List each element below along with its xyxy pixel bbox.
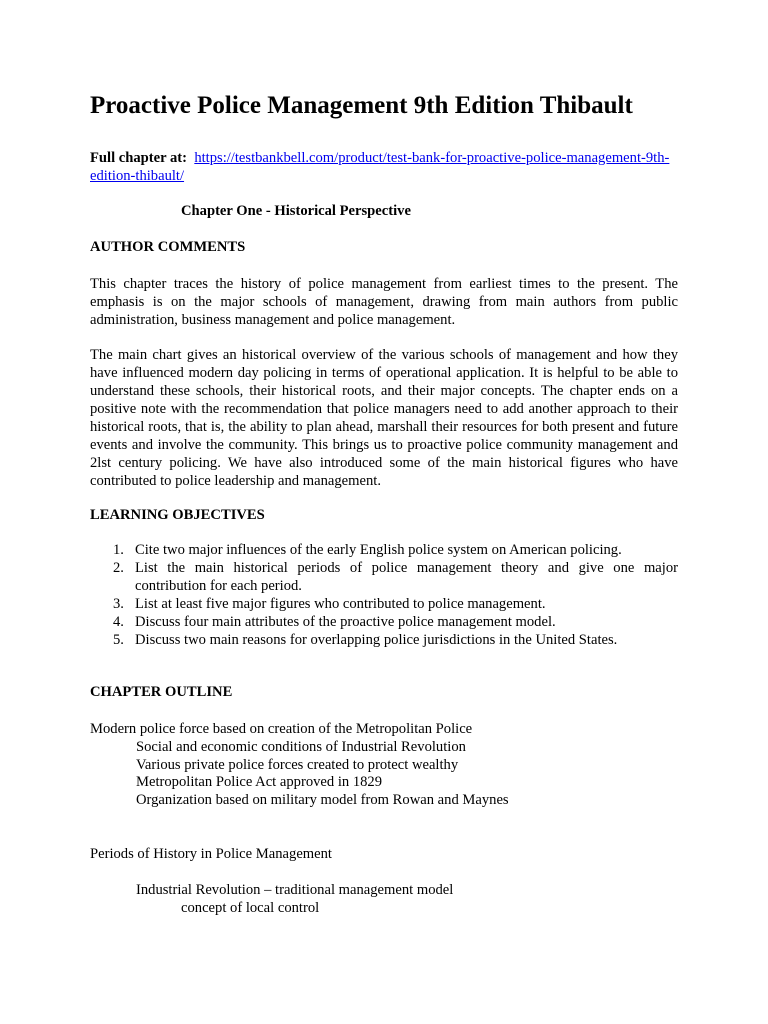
list-item-text: List at least five major figures who contributed to police management.	[135, 596, 546, 612]
outline-line: Periods of History in Police Management	[90, 846, 332, 862]
list-item-number: 4.	[113, 614, 124, 630]
learning-objectives-list	[90, 541, 678, 649]
list-item-text: Discuss two main reasons for overlapping police jurisdictions in the United States.	[135, 632, 618, 648]
list-item	[90, 631, 678, 649]
author-comments-paragraph-2: The main chart gives an historical overview of the various schools of management and how they have influenced modern day policing in terms of operational application. It is helpful to be able to understand these schools, their historical roots, and their major concepts. The chapter ends on a positive note with the recommendation that police managers need to add another approach to their historical roots, that is, the ability to plan ahead, marshall their resources for both present and future events and involve the community. This brings us to proactive police community management and 2lst century policing. We have also introduced some of the main historical figures who have contributed to police leadership and management.	[90, 347, 678, 489]
outline-line: concept of local control	[181, 900, 320, 916]
chapter-outline-heading: CHAPTER OUTLINE	[90, 684, 233, 700]
outline-line: Metropolitan Police Act approved in 1829	[136, 774, 383, 790]
list-item-number: 2.	[113, 560, 124, 576]
list-item-text: List the main historical periods of police management theory and give one major contribution for each period.	[135, 560, 678, 594]
list-item-text: Cite two major influences of the early English police system on American policing.	[135, 542, 622, 558]
full-chapter-line	[90, 149, 690, 185]
author-comments-heading: AUTHOR COMMENTS	[90, 239, 246, 255]
outline-line: Modern police force based on creation of the Metropolitan Police	[90, 721, 473, 737]
chapter-heading: Chapter One - Historical Perspective	[181, 203, 411, 219]
outline-line: Organization based on military model from Rowan and Maynes	[136, 792, 509, 808]
list-item	[90, 613, 678, 631]
document-title: Proactive Police Management 9th Edition Thibault	[90, 92, 633, 119]
outline-line: Social and economic conditions of Industrial Revolution	[136, 739, 466, 755]
full-chapter-label: Full chapter at:	[90, 150, 188, 166]
list-item-number: 3.	[113, 596, 124, 612]
learning-objectives-heading: LEARNING OBJECTIVES	[90, 507, 265, 523]
full-chapter-link[interactable]: https://testbankbell.com/product/test-bank-for-proactive-police-management-9th-edition-thibault/	[90, 150, 670, 184]
list-item	[90, 559, 678, 595]
list-item	[90, 595, 678, 613]
author-comments-paragraph-1: This chapter traces the history of police management from earliest times to the present. The emphasis is on the major schools of management, drawing from main authors from public administration, business management and police management.	[90, 276, 678, 328]
list-item-number: 1.	[113, 542, 124, 558]
outline-line: Industrial Revolution – traditional management model	[136, 882, 454, 898]
list-item-number: 5.	[113, 632, 124, 648]
list-item-text: Discuss four main attributes of the proactive police management model.	[135, 614, 556, 630]
outline-line: Various private police forces created to protect wealthy	[136, 757, 459, 773]
list-item	[90, 541, 678, 559]
